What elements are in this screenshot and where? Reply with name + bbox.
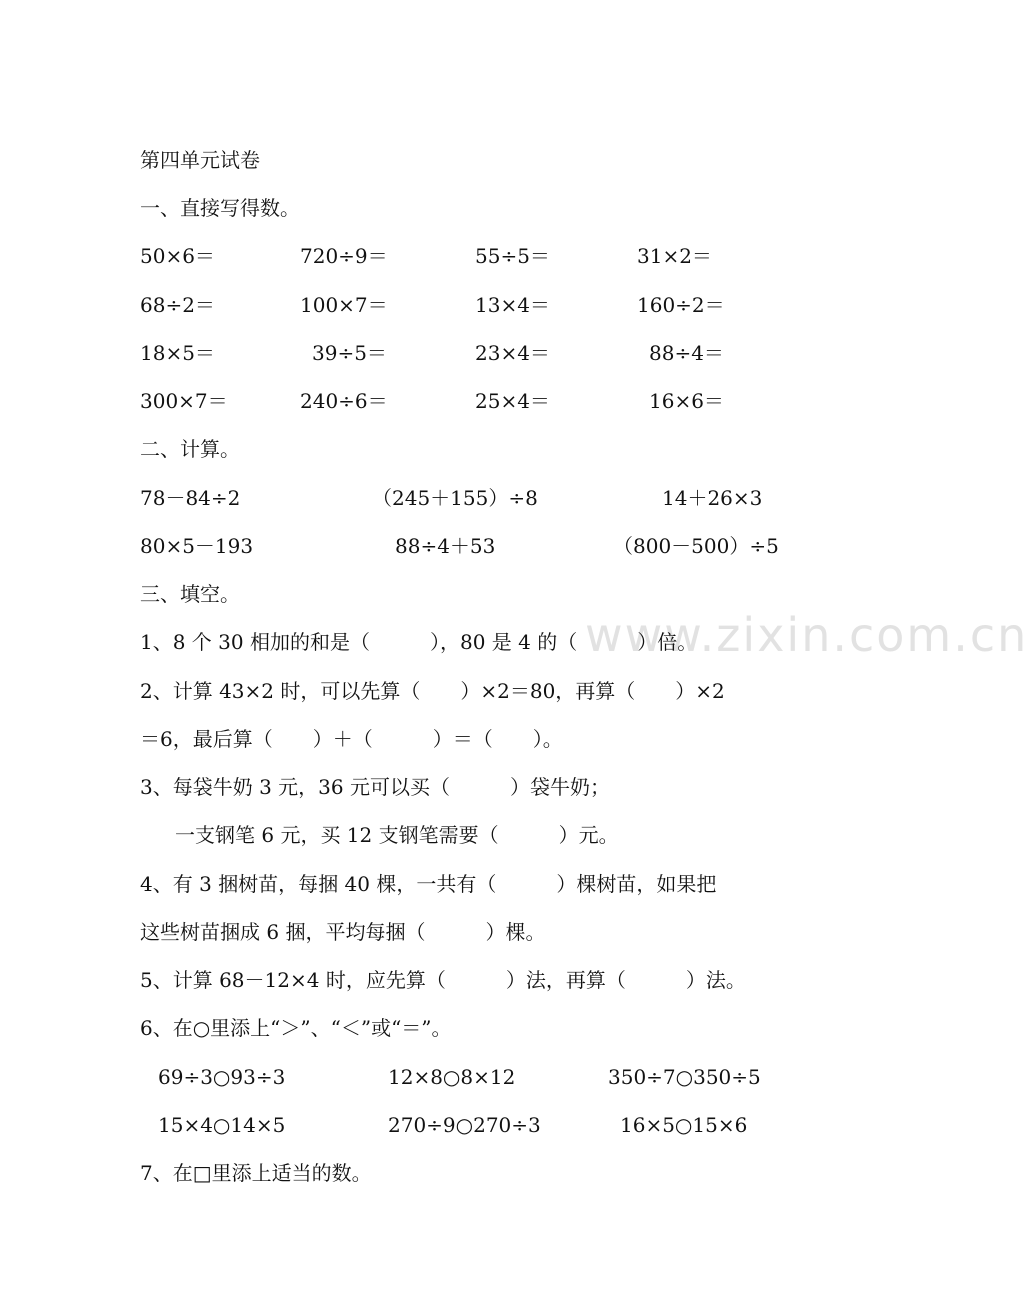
- calc-item: 39÷5＝: [312, 341, 387, 365]
- calc-item: 31×2＝: [637, 244, 712, 268]
- question-line: 5、计算 68－12×4 时，应先算（ ）法，再算（ ）法。: [140, 968, 746, 992]
- question-line: 3、每袋牛奶 3 元，36 元可以买（ ）袋牛奶；: [140, 775, 610, 799]
- expression-item: 14＋26×3: [662, 486, 763, 510]
- expression-item: 78－84÷2: [140, 486, 241, 510]
- section1-heading: 一、直接写得数。: [140, 196, 300, 220]
- section3-heading: 三、填空。: [140, 582, 240, 606]
- calc-item: 16×6＝: [649, 389, 724, 413]
- question-line: 6、在○里添上“＞”、“＜”或“＝”。: [140, 1016, 452, 1040]
- expression-item: 88÷4＋53: [395, 534, 496, 558]
- compare-item: 12×8○8×12: [388, 1065, 516, 1089]
- question-line: 这些树苗捆成 6 捆，平均每捆（ ）棵。: [140, 920, 546, 944]
- calc-item: 100×7＝: [300, 293, 388, 317]
- calc-item: 50×6＝: [140, 244, 215, 268]
- calc-item: 18×5＝: [140, 341, 215, 365]
- question-line: 4、有 3 捆树苗，每捆 40 棵，一共有（ ）棵树苗，如果把: [140, 872, 717, 896]
- calc-item: 720÷9＝: [300, 244, 388, 268]
- calc-item: 68÷2＝: [140, 293, 215, 317]
- calc-item: 55÷5＝: [475, 244, 550, 268]
- question-line: 1、8 个 30 相加的和是（ ），80 是 4 的（ ）倍。: [140, 630, 698, 654]
- compare-item: 350÷7○350÷5: [608, 1065, 761, 1089]
- page-title: 第四单元试卷: [140, 148, 260, 172]
- question-line: 一支钢笔 6 元，买 12 支钢笔需要（ ）元。: [175, 823, 619, 847]
- question-line: 2、计算 43×2 时，可以先算（ ）×2＝80，再算（ ）×2: [140, 679, 725, 703]
- calc-item: 13×4＝: [475, 293, 550, 317]
- expression-item: （800－500）÷5: [613, 534, 779, 558]
- watermark: www.zixin.com.cn: [585, 608, 1028, 662]
- question-line: 7、在□里添上适当的数。: [140, 1161, 372, 1185]
- question-line: ＝6，最后算（ ）＋（ ）＝（ ）。: [140, 727, 563, 751]
- calc-item: 88÷4＝: [649, 341, 724, 365]
- calc-item: 23×4＝: [475, 341, 550, 365]
- compare-item: 270÷9○270÷3: [388, 1113, 541, 1137]
- calc-item: 240÷6＝: [300, 389, 388, 413]
- calc-item: 300×7＝: [140, 389, 228, 413]
- section2-heading: 二、计算。: [140, 437, 240, 461]
- compare-item: 15×4○14×5: [158, 1113, 286, 1137]
- expression-item: 80×5－193: [140, 534, 254, 558]
- compare-item: 16×5○15×6: [620, 1113, 748, 1137]
- expression-item: （245＋155）÷8: [372, 486, 538, 510]
- calc-item: 160÷2＝: [637, 293, 725, 317]
- compare-item: 69÷3○93÷3: [158, 1065, 286, 1089]
- calc-item: 25×4＝: [475, 389, 550, 413]
